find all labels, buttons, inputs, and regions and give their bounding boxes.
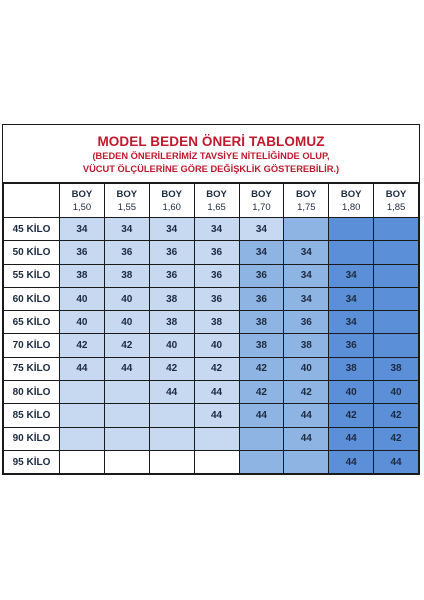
size-cell	[60, 427, 105, 450]
size-cell	[329, 241, 374, 264]
size-cell: 42	[60, 334, 105, 357]
weight-label: 75 KİLO	[4, 357, 60, 380]
size-cell: 36	[149, 241, 194, 264]
size-cell	[149, 427, 194, 450]
size-cell	[374, 311, 419, 334]
size-cell: 44	[284, 427, 329, 450]
size-cell: 34	[60, 218, 105, 241]
size-cell	[104, 427, 149, 450]
boy-label: BOY	[296, 188, 317, 200]
title-block	[3, 125, 419, 183]
size-cell: 34	[284, 287, 329, 310]
height-value: 1,85	[386, 201, 406, 213]
height-value: 1,55	[117, 201, 137, 213]
size-cell: 34	[329, 264, 374, 287]
size-cell: 40	[329, 381, 374, 404]
size-cell: 36	[194, 287, 239, 310]
size-cell	[60, 404, 105, 427]
size-cell	[149, 404, 194, 427]
size-cell: 34	[329, 311, 374, 334]
size-cell: 42	[374, 404, 419, 427]
size-cell: 36	[194, 264, 239, 287]
boy-label: BOY	[71, 188, 93, 200]
size-cell: 40	[284, 357, 329, 380]
size-cell	[194, 427, 239, 450]
height-header	[239, 184, 284, 218]
size-cell: 36	[194, 241, 239, 264]
size-cell: 38	[149, 311, 194, 334]
size-cell: 38	[194, 311, 239, 334]
chart-subtitle-line-2: VÜCUT ÖLÇÜLERİNE GÖRE DEĞİŞKLİK GÖSTEREBİLİR.)	[82, 163, 340, 174]
corner-cell	[4, 184, 60, 218]
height-header	[284, 184, 329, 218]
size-cell	[284, 218, 329, 241]
weight-label: 70 KİLO	[4, 334, 60, 357]
height-header	[329, 184, 374, 218]
size-cell	[239, 427, 284, 450]
size-cell: 44	[374, 450, 419, 473]
size-cell: 38	[239, 311, 284, 334]
height-value: 1,70	[252, 201, 271, 213]
table-row	[4, 264, 419, 287]
height-header	[194, 184, 239, 218]
size-cell: 40	[149, 334, 194, 357]
weight-label: 85 KİLO	[4, 404, 60, 427]
size-cell: 36	[239, 287, 284, 310]
size-table-body	[4, 184, 419, 474]
size-cell: 34	[284, 264, 329, 287]
size-cell	[104, 450, 149, 473]
height-header	[104, 184, 149, 218]
size-cell: 44	[329, 427, 374, 450]
boy-label: BOY	[161, 188, 182, 200]
size-cell: 44	[60, 357, 105, 380]
size-cell: 38	[329, 357, 374, 380]
size-cell: 34	[194, 218, 239, 241]
size-cell	[104, 404, 149, 427]
size-cell: 40	[104, 287, 149, 310]
size-cell: 36	[60, 241, 105, 264]
table-row	[4, 287, 419, 310]
size-cell: 42	[239, 357, 284, 380]
header-row	[4, 184, 419, 218]
size-cell: 34	[149, 218, 194, 241]
size-cell: 36	[284, 311, 329, 334]
size-cell: 38	[239, 334, 284, 357]
size-cell: 38	[374, 357, 419, 380]
size-cell: 44	[194, 404, 239, 427]
weight-label: 80 KİLO	[4, 381, 60, 404]
height-value: 1,80	[341, 201, 361, 213]
size-cell: 40	[104, 311, 149, 334]
size-cell: 38	[149, 287, 194, 310]
table-row	[4, 311, 419, 334]
size-cell: 42	[374, 427, 419, 450]
weight-label: 95 KİLO	[4, 450, 60, 473]
weight-label: 90 KİLO	[4, 427, 60, 450]
height-header	[149, 184, 194, 218]
size-cell	[149, 450, 194, 473]
table-row	[4, 241, 419, 264]
size-table	[3, 183, 419, 474]
chart-title: MODEL BEDEN ÖNERİ TABLOMUZ	[97, 134, 325, 149]
table-row	[4, 404, 419, 427]
size-cell	[374, 218, 419, 241]
size-cell: 38	[104, 264, 149, 287]
size-cell	[374, 334, 419, 357]
size-cell: 44	[194, 381, 239, 404]
size-cell: 38	[60, 264, 105, 287]
size-cell: 42	[239, 381, 284, 404]
boy-label: BOY	[340, 188, 362, 200]
table-row	[4, 427, 419, 450]
size-cell: 36	[329, 334, 374, 357]
table-row	[4, 381, 419, 404]
size-cell: 40	[60, 287, 105, 310]
size-cell: 42	[149, 357, 194, 380]
size-cell: 44	[104, 357, 149, 380]
size-cell	[239, 450, 284, 473]
table-row	[4, 357, 419, 380]
size-cell: 42	[284, 381, 329, 404]
height-value: 1,65	[207, 201, 226, 213]
weight-label: 65 KİLO	[4, 311, 60, 334]
height-value: 1,60	[162, 201, 181, 213]
size-cell: 44	[284, 404, 329, 427]
chart-subtitle-line-1: (BEDEN ÖNERİLERİMİZ TAVSİYE NİTELİĞİNDE OLUP,	[92, 151, 330, 161]
size-cell	[374, 287, 419, 310]
height-header	[60, 184, 105, 218]
table-row	[4, 450, 419, 473]
size-cell: 42	[329, 404, 374, 427]
boy-label: BOY	[385, 188, 407, 200]
size-chart	[2, 124, 420, 475]
boy-label: BOY	[206, 188, 227, 200]
size-cell	[329, 218, 374, 241]
boy-label: BOY	[116, 188, 138, 200]
weight-label: 45 KİLO	[4, 218, 60, 241]
weight-label: 60 KİLO	[4, 287, 60, 310]
size-cell	[374, 241, 419, 264]
size-cell: 34	[329, 287, 374, 310]
boy-label: BOY	[251, 188, 272, 200]
table-row	[4, 218, 419, 241]
size-cell	[60, 381, 105, 404]
size-cell	[194, 450, 239, 473]
size-cell: 34	[239, 218, 284, 241]
size-cell: 34	[284, 241, 329, 264]
size-cell: 40	[60, 311, 105, 334]
size-cell	[374, 264, 419, 287]
height-value: 1,75	[297, 201, 316, 213]
size-cell: 36	[104, 241, 149, 264]
size-cell: 36	[239, 264, 284, 287]
size-cell	[60, 450, 105, 473]
size-cell: 44	[329, 450, 374, 473]
weight-label: 55 KİLO	[4, 264, 60, 287]
size-cell: 34	[239, 241, 284, 264]
size-cell: 38	[284, 334, 329, 357]
size-cell: 42	[194, 357, 239, 380]
size-cell: 44	[239, 404, 284, 427]
height-header	[374, 184, 419, 218]
height-value: 1,50	[72, 201, 92, 213]
weight-label: 50 KİLO	[4, 241, 60, 264]
size-cell: 40	[374, 381, 419, 404]
size-cell: 34	[104, 218, 149, 241]
size-cell	[104, 381, 149, 404]
size-cell	[284, 450, 329, 473]
table-row	[4, 334, 419, 357]
size-cell: 36	[149, 264, 194, 287]
size-cell: 44	[149, 381, 194, 404]
size-cell: 40	[194, 334, 239, 357]
size-cell: 42	[104, 334, 149, 357]
